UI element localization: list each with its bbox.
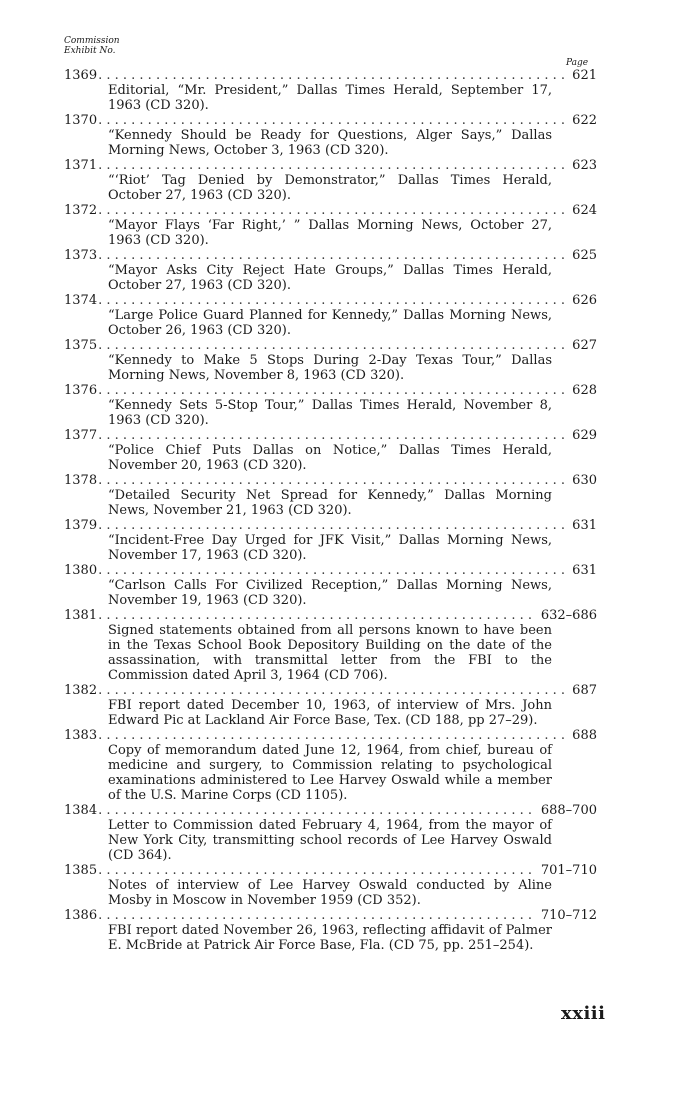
exhibit-number: 1379 [64,518,98,533]
exhibit-page: 628 [572,383,597,398]
exhibit-description: Notes of interview of Lee Harvey Oswald conducted by Aline Mosby in Moscow in November 1959 (CD 352). [108,877,552,908]
column-header-exhibit [64,36,120,56]
exhibit-entry [64,69,597,114]
exhibit-description: “Large Police Guard Planned for Kennedy,” Dallas Morning News, October 26, 1963 (CD 320). [108,308,552,339]
dot-leader [98,684,568,699]
dot-leader [98,339,568,354]
exhibit-number: 1373 [64,248,98,263]
exhibit-description: “Kennedy Sets 5-Stop Tour,” Dallas Times Herald, November 8, 1963 (CD 320). [108,398,552,429]
exhibit-number: 1376 [64,383,98,398]
dot-leader [98,864,537,879]
exhibit-entry-row [64,294,597,309]
exhibit-page: 629 [572,428,597,443]
exhibit-entry [64,729,597,804]
exhibit-entry-row [64,429,597,444]
exhibit-entry [64,474,597,519]
exhibit-description: “Kennedy to Make 5 Stops During 2-Day Texas Tour,” Dallas Morning News, November 8, 1963 (CD 320). [108,353,552,384]
exhibit-entry-row [64,864,597,879]
exhibit-entry [64,114,597,159]
exhibit-number: 1384 [64,802,98,818]
dot-leader [98,909,537,924]
exhibit-number: 1372 [64,203,98,218]
exhibit-entry-row [64,204,597,219]
dot-leader [98,114,568,129]
exhibit-description: Letter to Commission dated February 4, 1964, from the mayor of New York City, transmitting school records of Lee Harvey Oswald (CD 364). [108,817,552,863]
dot-leader [98,159,568,174]
exhibit-entry [64,294,597,339]
exhibit-page: 625 [572,248,597,263]
dot-leader [98,294,568,309]
exhibit-page: 688 [572,727,597,743]
exhibit-page: 621 [572,68,597,83]
exhibit-number: 1369 [64,68,98,83]
exhibit-entry [64,204,597,249]
exhibit-page: 631 [572,563,597,578]
exhibit-page: 632–686 [540,608,597,623]
exhibit-description: Copy of memorandum dated June 12, 1964, from chief, bureau of medicine and surgery, to Commission relating to psychological examinations administered to Lee Harvey Oswald while a member of the U.S. Marine Corps (CD 1105). [108,743,552,803]
exhibit-page: 630 [572,473,597,488]
dot-leader [98,804,537,819]
exhibit-number: 1380 [64,563,98,578]
exhibit-entry [64,519,597,564]
dot-leader [98,729,568,744]
exhibit-entry [64,909,597,954]
column-header-page: Page [566,58,589,68]
exhibit-entry-row [64,474,597,489]
exhibit-description: “Police Chief Puts Dallas on Notice,” Dallas Times Herald, November 20, 1963 (CD 320). [108,443,552,474]
exhibit-page: 701–710 [540,862,597,878]
dot-leader [98,564,568,579]
exhibit-entry [64,609,597,684]
exhibit-entry-row [64,729,597,744]
exhibit-number: 1370 [64,113,98,128]
exhibit-entry-row [64,804,597,819]
exhibit-description: “Incident-Free Day Urged for JFK Visit,” Dallas Morning News, November 17, 1963 (CD 320). [108,533,552,564]
dot-leader [98,474,568,489]
exhibit-page: 623 [572,158,597,173]
exhibit-number: 1382 [64,682,98,698]
exhibit-description: Editorial, “Mr. President,” Dallas Times Herald, September 17, 1963 (CD 320). [108,83,552,114]
dot-leader [98,204,568,219]
dot-leader [98,609,537,624]
exhibit-entry-row [64,384,597,399]
exhibit-entry-row [64,249,597,264]
exhibit-description: Signed statements obtained from all persons known to have been in the Texas School Book Depository Building on the date of the assassination, with transmittal letter from the FBI to the Commission dated April 3, 1964 (CD 706). [108,623,552,683]
dot-leader [98,519,568,534]
exhibit-description: “Carlson Calls For Civilized Reception,” Dallas Morning News, November 19, 1963 (CD 320). [108,578,552,609]
exhibit-page: 688–700 [540,802,597,818]
header-exhibit-no: Exhibit No. [64,46,116,56]
exhibit-number: 1374 [64,293,98,308]
exhibit-page: 687 [572,682,597,698]
exhibit-entry-row [64,159,597,174]
exhibit-entry-row [64,69,597,84]
header-commission: Commission [64,36,120,46]
exhibit-entry-row [64,564,597,579]
page-number: xxiii [561,1003,606,1024]
exhibit-page: 624 [572,203,597,218]
exhibit-entry [64,864,597,909]
dot-leader [98,249,568,264]
exhibit-entry [64,684,597,729]
exhibit-page: 710–712 [540,907,597,923]
exhibit-description: “Detailed Security Net Spread for Kennedy,” Dallas Morning News, November 21, 1963 (CD 320). [108,488,552,519]
exhibit-entry-row [64,684,597,699]
exhibit-entry [64,339,597,384]
exhibit-description: “‘Riot’ Tag Denied by Demonstrator,” Dallas Times Herald, October 27, 1963 (CD 320). [108,173,552,204]
exhibit-number: 1386 [64,907,98,923]
exhibit-number: 1375 [64,338,98,353]
dot-leader [98,384,568,399]
exhibit-description: “Mayor Asks City Reject Hate Groups,” Dallas Times Herald, October 27, 1963 (CD 320). [108,263,552,294]
exhibit-entry-row [64,909,597,924]
exhibit-page: 622 [572,113,597,128]
exhibit-entry [64,159,597,204]
exhibit-page: 631 [572,518,597,533]
exhibit-number: 1383 [64,727,98,743]
exhibit-description: FBI report dated December 10, 1963, of interview of Mrs. John Edward Pic at Lackland Air Force Base, Tex. (CD 188, pp 27–29). [108,698,552,728]
exhibit-entry-row [64,339,597,354]
exhibit-description: FBI report dated November 26, 1963, reflecting affidavit of Palmer E. McBride at Patrick Air Force Base, Fla. (CD 75, pp. 251–254). [108,922,552,953]
exhibit-list [64,69,597,954]
exhibit-page: 626 [572,293,597,308]
dot-leader [98,429,568,444]
exhibit-description: “Kennedy Should be Ready for Questions, Alger Says,” Dallas Morning News, October 3, 1963 (CD 320). [108,128,552,159]
exhibit-entry-row [64,114,597,129]
exhibit-number: 1385 [64,862,98,878]
exhibit-description: “Mayor Flays ‘Far Right,’ ” Dallas Morning News, October 27, 1963 (CD 320). [108,218,552,249]
exhibit-entry [64,384,597,429]
exhibit-number: 1378 [64,473,98,488]
exhibit-entry-row [64,609,597,624]
exhibit-entry [64,249,597,294]
exhibit-entry [64,564,597,609]
exhibit-entry [64,429,597,474]
exhibit-number: 1381 [64,608,98,623]
exhibit-entry [64,804,597,864]
dot-leader [98,69,568,84]
exhibit-number: 1371 [64,158,98,173]
exhibit-number: 1377 [64,428,98,443]
exhibit-page: 627 [572,338,597,353]
exhibit-entry-row [64,519,597,534]
